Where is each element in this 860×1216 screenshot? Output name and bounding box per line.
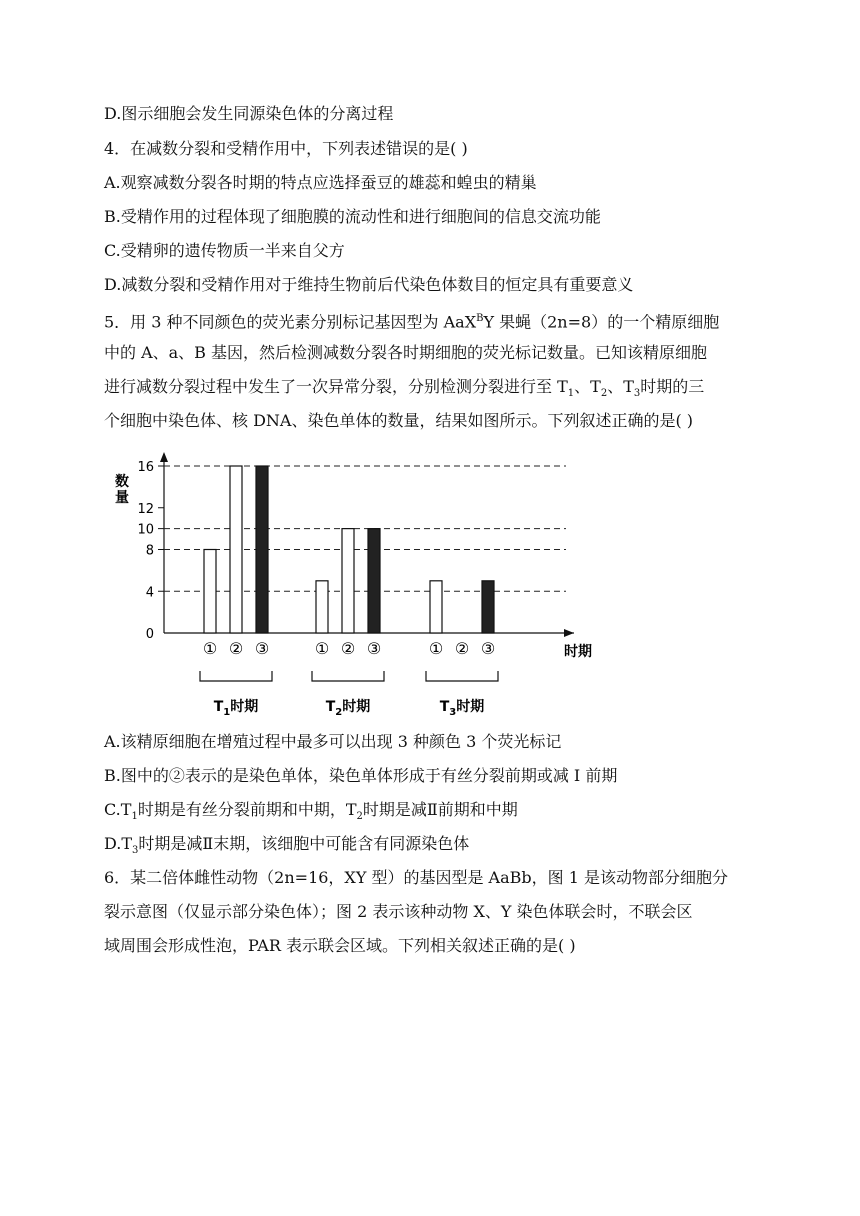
q5-option-c: $C.T_1$时期是有丝分裂前期和中期，$T_2$时期是减Ⅱ前期和中期	[104, 800, 518, 823]
group-bracket	[312, 671, 384, 681]
y-tick-label: 4	[145, 585, 154, 601]
q6-stem-line1: 6．某二倍体雌性动物（2n=16，XY 型）的基因型是 AaBb，图 1 是该动物部分细胞分	[104, 868, 729, 887]
q5-option-d: $D.T_3$时期是减Ⅱ末期，该细胞中可能含有同源染色体	[104, 834, 470, 857]
q5-stem-line4: 个细胞中染色体、核 DNA、染色单体的数量，结果如图所示。下列叙述正确的是( )	[104, 411, 694, 430]
y-axis-arrow	[160, 452, 168, 462]
q3-option-d: D.图示细胞会发生同源染色体的分离过程	[104, 104, 394, 123]
q4-option-b: B.受精作用的过程体现了细胞膜的流动性和进行细胞间的信息交流功能	[104, 207, 601, 226]
group-bracket	[426, 671, 498, 681]
series-marker: ③	[480, 639, 496, 658]
q4-option-a: A.观察减数分裂各时期的特点应选择蚕豆的雄蕊和蝗虫的精巢	[104, 173, 537, 192]
bar-chart	[104, 446, 624, 726]
group-label: $T_1$时期	[213, 699, 259, 718]
series-marker: ①	[314, 639, 330, 658]
series-marker: ①	[428, 639, 444, 658]
series-marker: ③	[366, 639, 382, 658]
bar	[430, 581, 442, 633]
x-axis-arrow	[564, 629, 574, 637]
q4-option-c: C.受精卵的遗传物质一半来自父方	[104, 241, 345, 260]
group-label: $T_2$时期	[325, 699, 371, 718]
q5-stem-line2: 中的 A、a、B 基因，然后检测减数分裂各时期细胞的荧光标记数量。已知该精原细胞	[104, 343, 708, 362]
series-marker: ③	[254, 639, 270, 658]
q6-stem-line3: 域周围会形成性泡，PAR 表示联会区域。下列相关叙述正确的是( )	[104, 936, 576, 955]
q6-stem-line2: 裂示意图（仅显示部分染色体）；图 2 表示该种动物 X、Y 染色体联会时，不联会区	[104, 902, 693, 921]
series-marker: ②	[454, 639, 470, 658]
q4-option-d: D.减数分裂和受精作用对于维持生物前后代染色体数目的恒定具有重要意义	[104, 275, 634, 294]
bar	[204, 550, 216, 634]
series-marker: ②	[340, 639, 356, 658]
x-axis-label: 时期	[564, 644, 592, 660]
q5-stem-line1: 5．用 3 种不同颜色的荧光素分别标记基因型为 AaX$^B$Y 果蝇（2n=8）的一个精原细胞	[104, 312, 720, 332]
y-tick-label: 8	[145, 543, 154, 559]
group-label: $T_3$时期	[439, 699, 485, 718]
q4-stem: 4．在减数分裂和受精作用中，下列表述错误的是( )	[104, 139, 468, 158]
bar	[230, 466, 242, 633]
series-marker: ①	[202, 639, 218, 658]
y-tick-label: 0	[145, 627, 154, 642]
bar	[368, 529, 380, 633]
q5-stem-line3: 进行减数分裂过程中发生了一次异常分裂，分别检测分裂进行至 $T_1$、$T_2$、$T_3$时期的三	[104, 377, 705, 400]
bar	[316, 581, 328, 633]
bar	[482, 581, 494, 633]
y-axis-label: 数量	[115, 474, 129, 506]
group-bracket	[200, 671, 272, 681]
series-marker: ②	[228, 639, 244, 658]
bar	[256, 466, 268, 633]
q5-option-b: B.图中的②表示的是染色单体，染色单体形成于有丝分裂前期或减 I 前期	[104, 766, 618, 785]
q5-option-a: A.该精原细胞在增殖过程中最多可以出现 3 种颜色 3 个荧光标记	[104, 732, 562, 751]
bar	[342, 529, 354, 633]
y-tick-label: 16	[137, 460, 154, 475]
y-tick-label: 12	[137, 501, 154, 517]
y-tick-label: 10	[137, 522, 154, 538]
